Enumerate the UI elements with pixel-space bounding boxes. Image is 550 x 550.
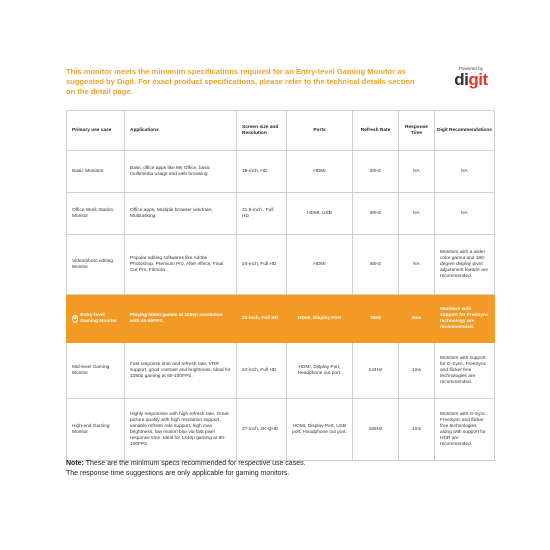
header-screen: Screen size and Resolution <box>237 111 287 151</box>
cell-use-case: High-end Gaming Monitor <box>67 399 125 461</box>
cell-recommendation: Monitors with support for G-Sync, FreeSync and flicker free technologies are recommended. <box>435 343 495 399</box>
header-applications: Applications <box>125 111 237 151</box>
cell-applications: Playing latest games at 1080p resolution with 40-60FPS. <box>125 295 237 343</box>
cell-use-case: Basic Monitors <box>67 151 125 193</box>
cell-use-case-label: Entry-level Gaming Monitor <box>80 312 117 324</box>
footnote-text-1: These are the minimum specs recommended for respective use cases. <box>85 460 306 467</box>
cell-applications: Highly responsive with high refresh rate, Great picture quality with high resolution support, variable refresh rate support, high max brightness, low motion blur via fast pixel response time. Ideal for 1440p gaming at 80-100FPS. <box>125 399 237 461</box>
table-row-highlighted <box>67 295 495 343</box>
cell-recommendation: Monitors with support for FreeSync technology are recommended. <box>435 295 495 343</box>
cell-response: 1ms <box>399 399 435 461</box>
cell-screen: 24-inch, Full HD <box>237 235 287 295</box>
cell-applications: Office apps, Multiple browser windows, Multitasking <box>125 193 237 235</box>
cell-response: NA <box>399 235 435 295</box>
table-row <box>67 151 495 193</box>
footnote-line-2: The response time suggestions are only applicable for gaming monitors. <box>66 469 290 477</box>
header-response: Response Time <box>399 111 435 151</box>
footnote <box>66 459 486 478</box>
cell-screen: 24-inch, Full HD <box>237 295 287 343</box>
cell-screen: 21.5-inch , Full HD <box>237 193 287 235</box>
cell-screen: 24-inch, Full HD <box>237 343 287 399</box>
cell-use-case <box>67 295 125 343</box>
cell-screen: 27-inch, 2K QHD <box>237 399 287 461</box>
cell-ports: HDMI, USB <box>287 193 353 235</box>
header-ports: Ports <box>287 111 353 151</box>
cell-applications: Basic office apps like Ms Office, basic multimedia usage and web browsing <box>125 151 237 193</box>
table-row <box>67 235 495 295</box>
star-icon: ✦ <box>73 315 78 322</box>
cell-refresh: 165Hz <box>353 399 399 461</box>
cell-ports: HDMI <box>287 151 353 193</box>
header-refresh: Refresh Rate <box>353 111 399 151</box>
footnote-line-1 <box>66 459 486 469</box>
cell-refresh: 60Hz <box>353 151 399 193</box>
cell-recommendation: Monitors with G-Sync, FreeSync and flicker free technologies along with support for HDR are recommended. <box>435 399 495 461</box>
cell-ports: HDMI, Display Port, Headphone out port. <box>287 343 353 399</box>
cell-ports: HDMI <box>287 235 353 295</box>
cell-response: NA <box>399 151 435 193</box>
brand-wordmark-b: git <box>468 70 488 89</box>
cell-use-case: Office Work Station Monitor <box>67 193 125 235</box>
table-row <box>67 343 495 399</box>
cell-ports: HDMI, Display Port, USB port, Headphone out port. <box>287 399 353 461</box>
table-row <box>67 399 495 461</box>
cell-applications: Popular editing softwares like Adobe Photoshop, Premium Pro, After effecs, Final Cut Pro, Filmora. <box>125 235 237 295</box>
cell-refresh: 75Hz <box>353 295 399 343</box>
brand-wordmark-a: di <box>454 70 469 89</box>
cell-refresh: 144Hz <box>353 343 399 399</box>
cell-recommendation: NA <box>435 151 495 193</box>
footnote-label: Note: <box>66 460 84 467</box>
use-case-wrap <box>72 313 119 325</box>
cell-refresh: 60Hz <box>353 235 399 295</box>
table-row <box>67 193 495 235</box>
cell-recommendation: NA <box>435 193 495 235</box>
brand-wordmark <box>446 72 496 88</box>
cell-refresh: 60Hz <box>353 193 399 235</box>
cell-ports: HDMI, Display Port <box>287 295 353 343</box>
headline: This monitor meets the minimum specifications required for an Entry-level Gaming Monitor as suggested by Digit. For exact product specifications, please refer to the technical details section on the detail page. <box>66 67 415 96</box>
spec-table <box>66 110 495 461</box>
digit-logo <box>446 66 496 88</box>
cell-response: NA <box>399 193 435 235</box>
cell-use-case: Video/photo editing Monitor <box>67 235 125 295</box>
cell-recommendation: Monitors with a wider color gamut and 180-degree display pivot adjustment feature are recommended. <box>435 235 495 295</box>
table-header-row <box>67 111 495 151</box>
header-recommendations: Digit Recommendations <box>435 111 495 151</box>
cell-use-case: Mid-level Gaming Monitor <box>67 343 125 399</box>
header-use-case: Primary use case <box>67 111 125 151</box>
cell-response: 4ms <box>399 295 435 343</box>
powered-by-label: Powered by <box>458 66 484 71</box>
cell-applications: Fast response time and refresh rate, VRR support, good contrast and brightness. Ideal for 1080p gaming at 60-100FPS. <box>125 343 237 399</box>
cell-screen: 19-inch, HD <box>237 151 287 193</box>
cell-response: 1ms <box>399 343 435 399</box>
